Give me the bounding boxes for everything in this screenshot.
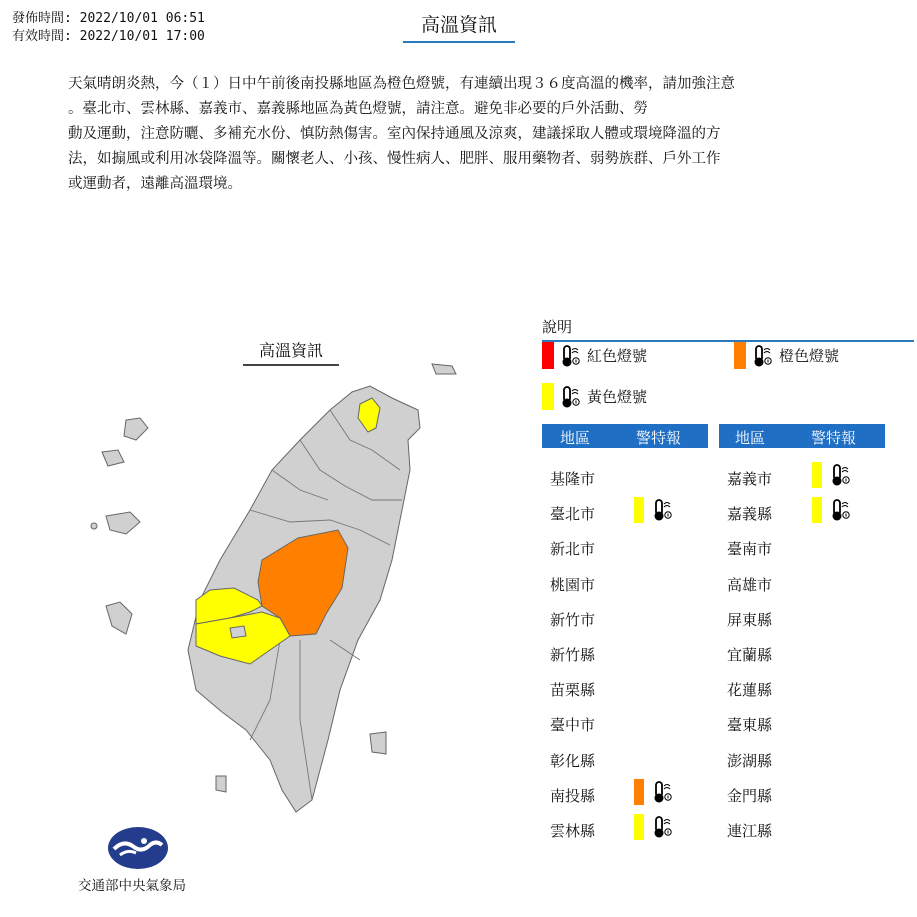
table-row-region: 臺北市 <box>550 505 596 524</box>
orange-swatch <box>634 779 644 805</box>
legend-orange-label: 橙色燈號 <box>779 347 840 365</box>
map-title: 高溫資訊 <box>243 338 339 366</box>
thermometer-icon <box>652 498 674 522</box>
table-row-region: 新竹縣 <box>550 646 596 664</box>
issue-times <box>12 10 205 46</box>
yellow-swatch <box>634 497 644 523</box>
table-row-region: 彰化縣 <box>550 751 596 770</box>
yellow-swatch <box>542 383 554 410</box>
col-region-header: 地區 <box>735 429 766 447</box>
cwb-logo-icon <box>106 825 170 871</box>
map-island <box>370 732 386 754</box>
table-header-right <box>719 424 885 448</box>
page-title: 高溫資訊 <box>403 10 515 43</box>
col-warning-header: 警特報 <box>636 429 682 447</box>
table-row-region: 金門縣 <box>727 786 773 805</box>
table-row-region: 高雄市 <box>727 575 773 594</box>
yellow-swatch <box>634 814 644 840</box>
legend-orange <box>734 342 839 369</box>
table-row-region: 連江縣 <box>727 822 773 840</box>
description <box>68 72 848 197</box>
issued-time: 發佈時間: 2022/10/01 06:51 <box>12 11 205 26</box>
table-row-region: 花蓮縣 <box>727 681 773 700</box>
thermometer-icon <box>752 344 774 368</box>
col-region-header: 地區 <box>560 429 591 447</box>
yellow-swatch <box>812 462 822 488</box>
legend-title: 說明 <box>542 316 914 342</box>
table-row-region: 基隆市 <box>550 470 596 488</box>
table-row-region: 新竹市 <box>550 610 596 629</box>
table-row-region: 南投縣 <box>550 786 596 805</box>
legend-yellow-label: 黃色燈號 <box>587 388 648 406</box>
table-row-region: 臺南市 <box>727 540 773 559</box>
red-swatch <box>542 342 554 369</box>
thermometer-icon <box>830 498 852 522</box>
valid-time: 有效時間: 2022/10/01 17:00 <box>12 29 205 44</box>
thermometer-icon <box>560 344 582 368</box>
map-island <box>102 450 124 466</box>
thermometer-icon <box>652 815 674 839</box>
legend-yellow <box>542 383 647 410</box>
map-island <box>216 776 226 792</box>
thermometer-icon <box>560 385 582 409</box>
table-row-region: 臺東縣 <box>727 716 773 735</box>
description-line: 天氣晴朗炎熱，今（１）日中午前後南投縣地區為橙色燈號，有連續出現３６度高溫的機率，請加強注意 <box>68 76 735 92</box>
map-island <box>432 364 456 374</box>
orange-swatch <box>734 342 746 369</box>
table-row-region: 宜蘭縣 <box>727 646 773 664</box>
table-row-region: 臺中市 <box>550 716 596 735</box>
map-chiayi-city <box>230 626 246 638</box>
description-line: 。臺北市、雲林縣、嘉義市、嘉義縣地區為黃色燈號，請注意。避免非必要的戶外活動、勞 <box>68 101 648 117</box>
table-row-region: 雲林縣 <box>550 822 596 840</box>
table-row-region: 嘉義市 <box>727 470 773 488</box>
thermometer-icon <box>652 780 674 804</box>
table-row-region: 新北市 <box>550 540 596 559</box>
col-warning-header: 警特報 <box>811 429 857 447</box>
map-island <box>91 523 97 529</box>
description-line: 或運動者，遠離高溫環境。 <box>68 176 242 192</box>
description-line: 動及運動，注意防曬、多補充水份、慎防熱傷害。室內保持通風及涼爽，建議採取人體或環境降溫的方 <box>68 126 721 142</box>
yellow-swatch <box>812 497 822 523</box>
table-row-region: 桃園市 <box>550 575 596 594</box>
thermometer-icon <box>830 463 852 487</box>
agency-name: 交通部中央氣象局 <box>78 878 186 894</box>
table-row-region: 澎湖縣 <box>727 751 773 770</box>
legend-red <box>542 342 647 369</box>
legend-red-label: 紅色燈號 <box>587 347 648 365</box>
table-row-region: 苗栗縣 <box>550 681 596 700</box>
map-island <box>106 602 132 634</box>
table-row-region: 屏東縣 <box>727 610 773 629</box>
table-row-region: 嘉義縣 <box>727 505 773 524</box>
description-line: 法，如搧風或利用冰袋降溫等。關懷老人、小孩、慢性病人、肥胖、服用藥物者、弱勢族群、戶外工作 <box>68 151 721 167</box>
taiwan-map <box>80 355 480 815</box>
table-header-left <box>542 424 708 448</box>
map-island <box>124 418 148 440</box>
map-island <box>106 512 140 534</box>
